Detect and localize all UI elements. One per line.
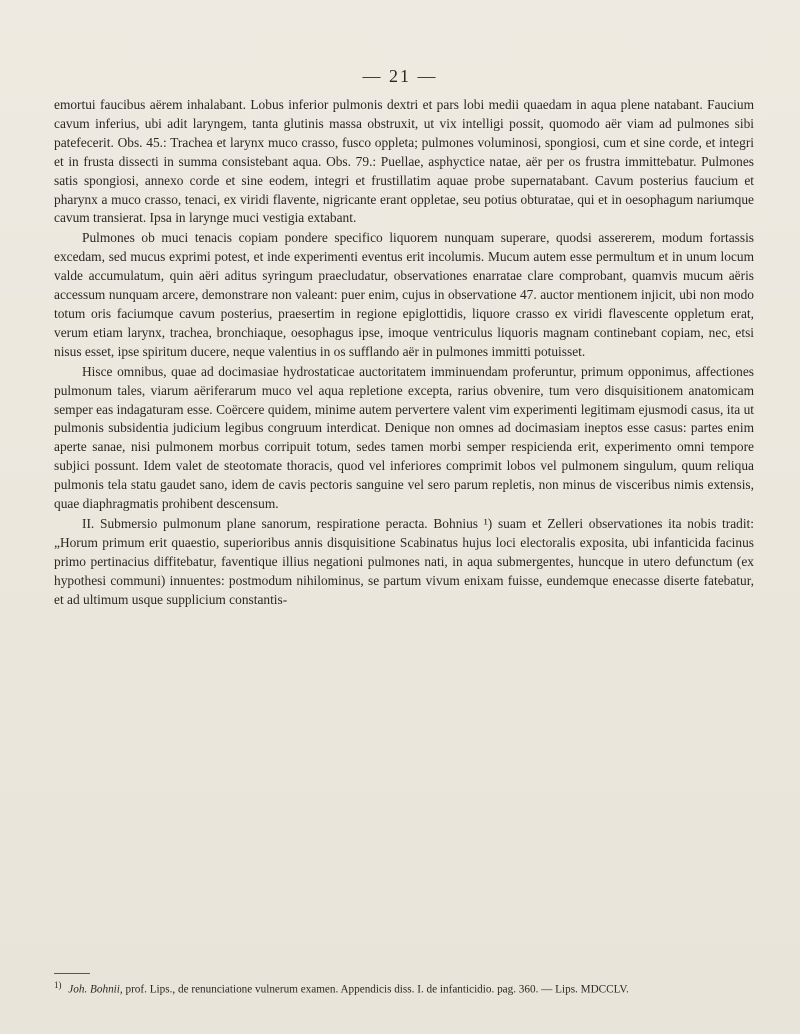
footnote-text: prof. Lips., de renunciatione vulnerum examen. Appendicis diss. I. de infanticidio. pag. 360. — Lips. MDCCLV. (125, 983, 629, 996)
page-number: — 21 — (362, 66, 438, 86)
footnote-author: Joh. Bohnii, (68, 983, 123, 996)
paragraph-3: Hisce omnibus, quae ad docimasiae hydrostaticae auctoritatem imminuendam proferuntur, primum opponimus, affectiones pulmonum tales, viarum aëriferarum muco vel aqua repletione excepta, rarius obvenire, tum vero disquisitionem anatomicam semper eas indagaturam esse. Coërcere quidem, minime autem pervertere valent vim experimenti legitimam ejusmodi casus, ita ut pulmonis subsidentia judicium legibus congruum interdicat. Denique non omnes ad docimasiam ineptos esse casus: partes enim aperte sanae, nisi pulmonem morbus corripuit totum, sedes tamen morbi semper respicienda erit, experimento omni tempore subjici possunt. Idem valet de steotomate thoracis, quod vel inferiores comprimit lobos vel pulmonem singulum, quum reliqua pulmonis tela statu gaudet sano, idem de cavis pectoris sanguine vel sero parum repletis, non minus de visceribus nimis extensis, quae diaphragmatis prohibent descensum. (54, 363, 754, 512)
paragraph-4: II. Submersio pulmonum plane sanorum, respiratione peracta. Bohnius ¹) suam et Zelleri observationes ita nobis tradit: „Horum primum erit quaestio, superioribus annis disquisitione Scabinatus hujus loci electoralis exposita, ubi infanticida facinus primo pertinacius diffitebatur, faventique illius negationi pulmones nati, in aqua submergentes, huncque in utero defunctum (ex hypothesi communi) innuentes: postmodum nihilominus, se partum vivum enixam fuisse, eundemque enecasse diserte fatebatur, et ad ultimum usque supplicium constantis- (54, 515, 754, 607)
body-text (54, 96, 754, 609)
footnote-mark: 1) (54, 980, 62, 990)
footnote (54, 978, 754, 998)
paragraph-2: Pulmones ob muci tenacis copiam pondere specifico liquorem nunquam superare, quodsi assererem, modum fortassis excedam, sed mucus exprimi potest, et inde experimenti eventus erit incolumis. Mucum autem esse permultum et in unum locum valde accumulatum, quin aëri aditus syringum praecludatur, observationes enarratae clare comprobant, quamvis mucum aëris accessum nunquam arcere, demonstrare non valeant: puer enim, cujus in observatione 47. auctor mentionem injicit, ubi non modo totum oris faciumque cavum posterius, praesertim in regione epiglottidis, liquore crasso ex viridi flavescente oppletum erat, verum etiam larynx, trachea, bronchiaque, oesophagus ipse, imoque ventriculus liquoris magnam continebant copiam, nec, etsi nisus esset, ipse spiritum ducere, neque valentius in os sufflando aër in pulmones immitti potuisset. (54, 230, 754, 359)
footnote-divider (54, 973, 90, 974)
paragraph-1: emortui faucibus aërem inhalabant. Lobus inferior pulmonis dextri et pars lobi medii quaedam in aqua plene natabant. Faucium cavum inferius, ubi adit laryngem, tanta glutinis massa obstruxit, ut vix intelligi possit, quomodo aër viam ad pulmones sibi patefecerit. Obs. 45.: Trachea et larynx muco crasso, fusco oppleta; pulmones voluminosi, spongiosi, cum et sine corde, et integri et in frusta dissecti in summa consistebant aqua. Obs. 79.: Puellae, asphyctice natae, aër per os frustra immittebatur. Pulmones satis spongiosi, annexo corde et sine eodem, integri et frustillatim aquae probe supernatabant. Cavum posterius faucium et pharynx a muco crasso, tenaci, ex viridi flavente, nigricante erant oppletae, seu potius obturatae, qui et in oesophagum nariumque cavum transierat. Ipsa in larynge muci vestigia extabant. (54, 97, 754, 226)
